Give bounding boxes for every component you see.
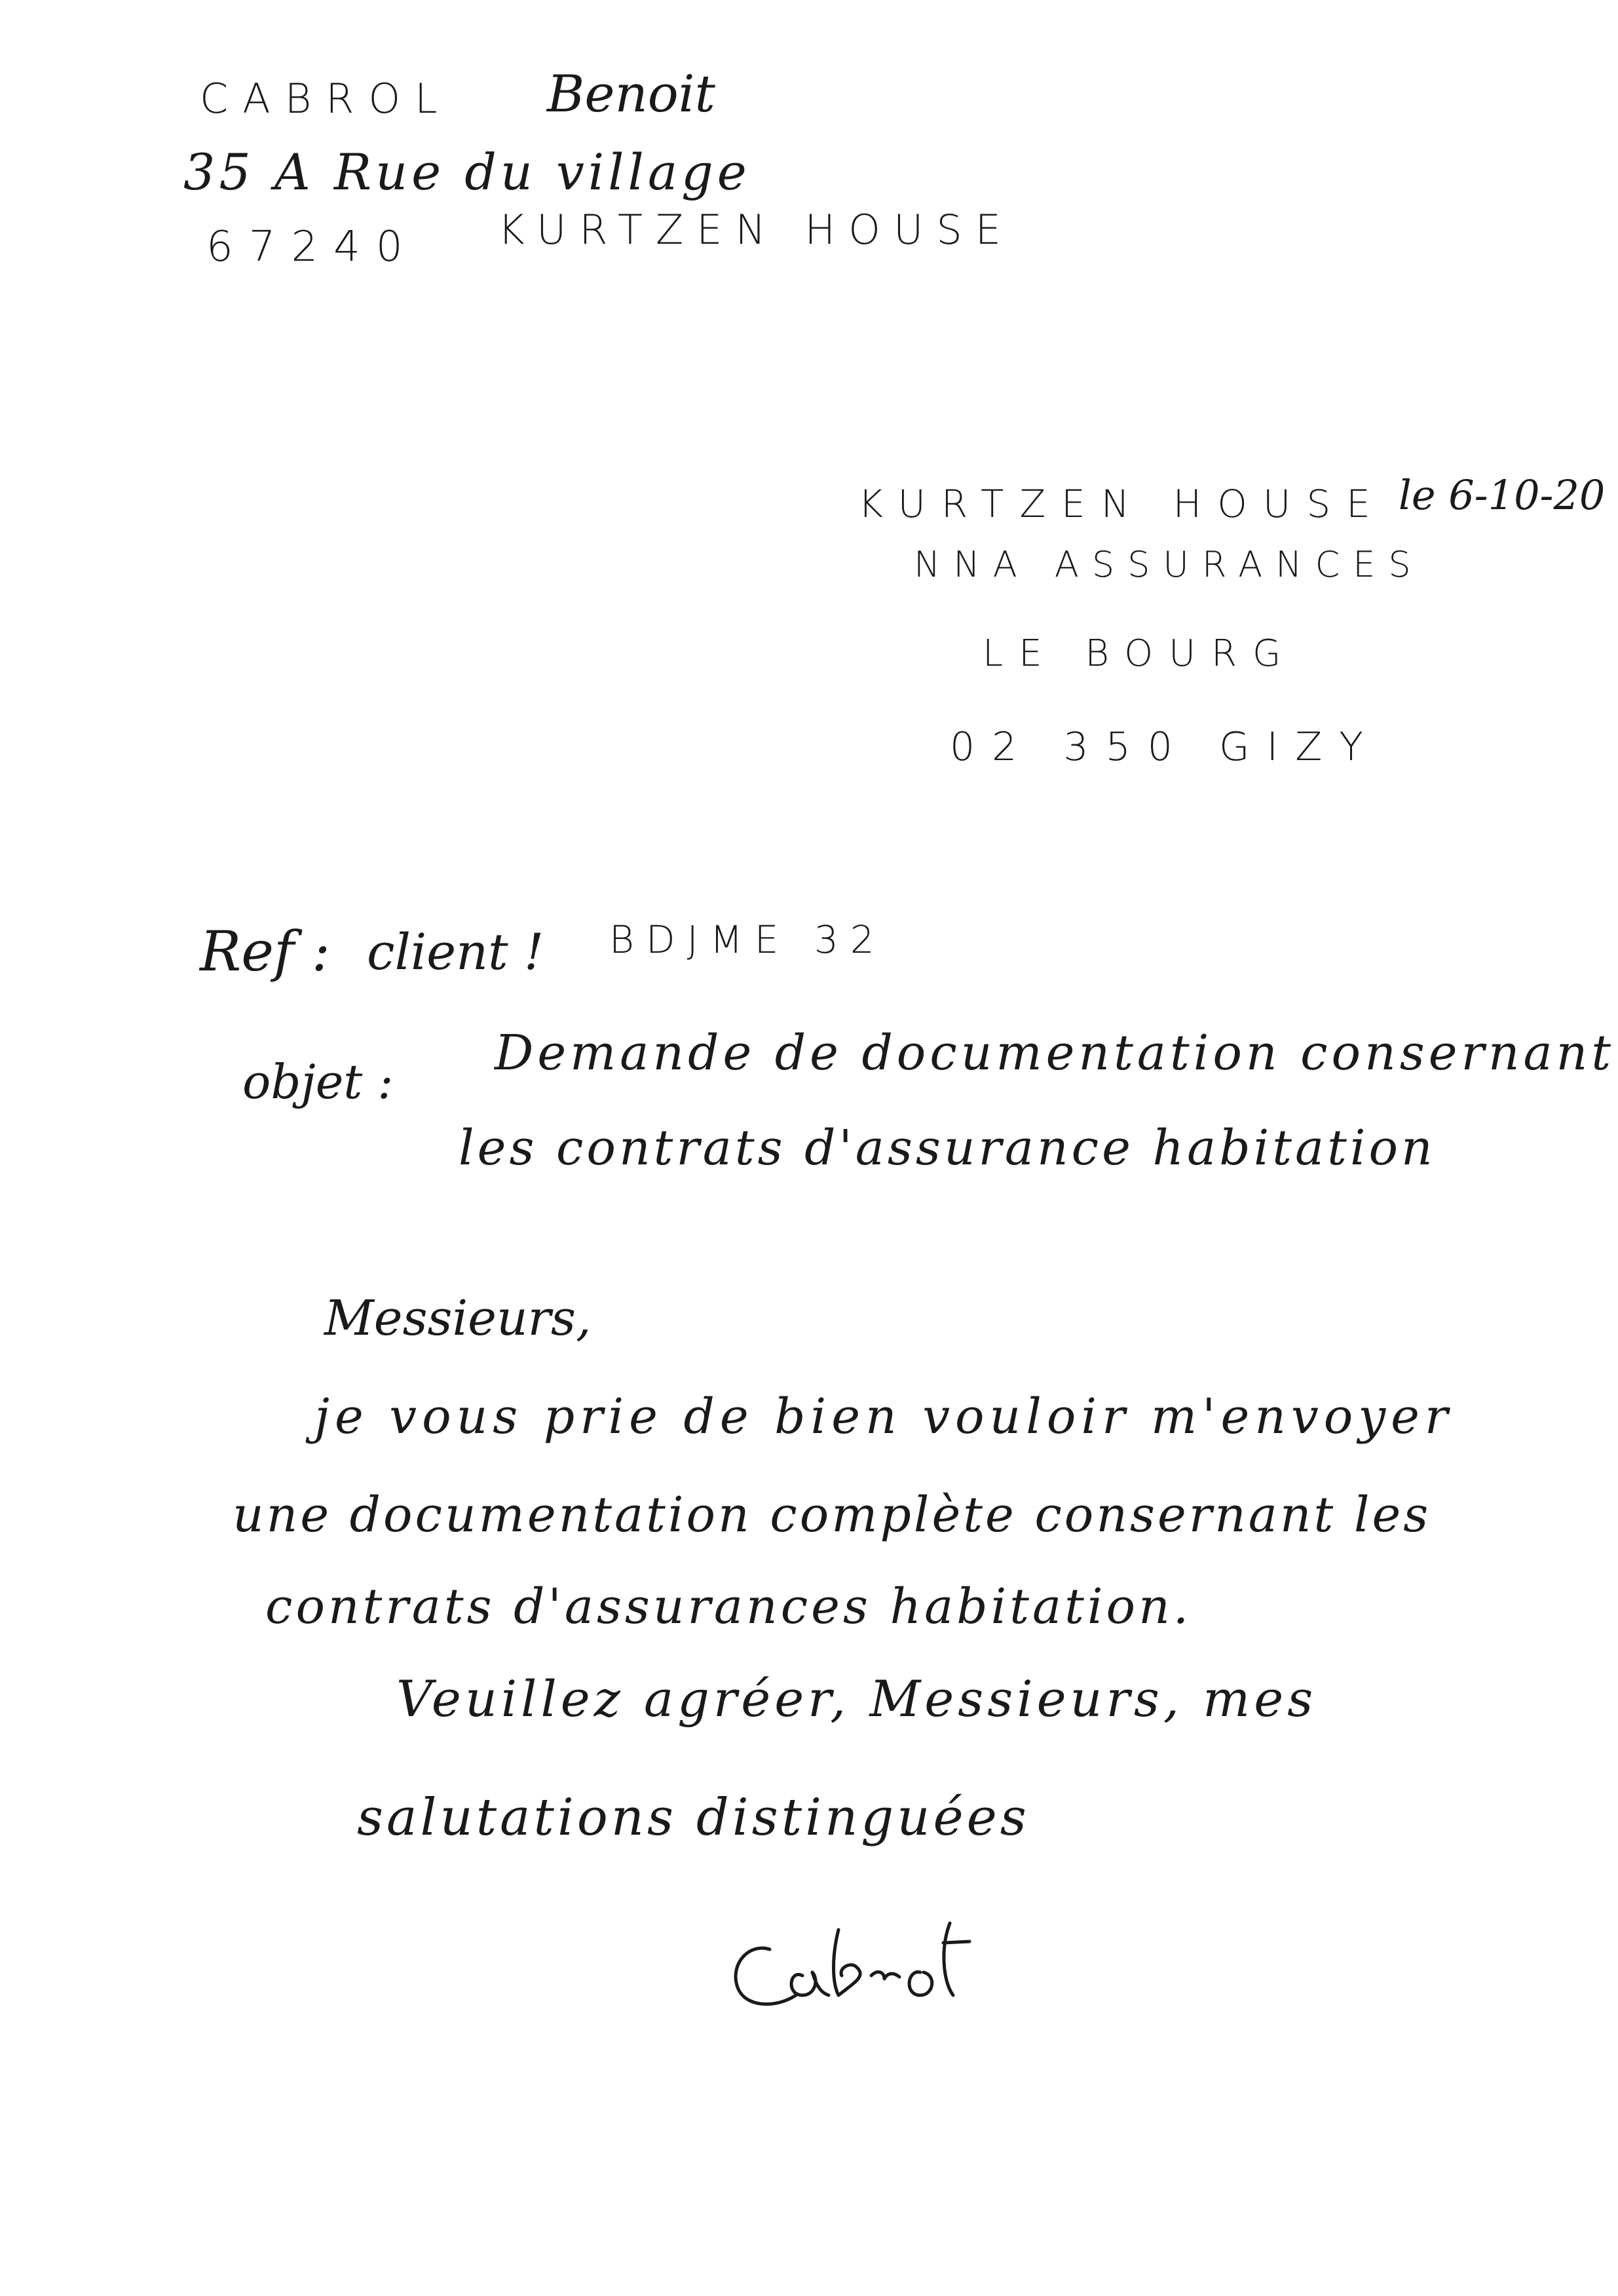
- subject-line-2: les contrats d'assurance habitation: [459, 1120, 1436, 1176]
- subject-label: objet :: [242, 1054, 394, 1109]
- sender-last-name: CABROL: [200, 75, 452, 123]
- reference-code: BDJME 32: [609, 917, 886, 962]
- sender-city: KURTZEN HOUSE: [498, 206, 1014, 254]
- date: le 6-10-20: [1399, 471, 1606, 519]
- sender-postal-code: 67240: [206, 223, 419, 271]
- body-line-2: une documentation complète consernant les: [233, 1487, 1431, 1543]
- body-line-3: contrats d'assurances habitation.: [265, 1578, 1192, 1635]
- reference-label: Ref :: [200, 919, 331, 984]
- sender-first-name: Benoit: [547, 65, 715, 124]
- recipient-company: NNA ASSURANCES: [914, 544, 1424, 585]
- salutation: Messieurs,: [324, 1290, 592, 1347]
- recipient-street: LE BOURG: [983, 632, 1297, 675]
- subject-line-1: Demande de documentation consernant: [495, 1025, 1615, 1081]
- recipient-postal-city: 02 350 GIZY: [950, 724, 1380, 770]
- sender-street: 35 A Rue du village: [183, 143, 751, 201]
- closing-line-1: Veuillez agréer, Messieurs, mes: [396, 1670, 1317, 1728]
- body-line-1: je vous prie de bien vouloir m'envoyer: [314, 1388, 1454, 1445]
- place: KURTZEN HOUSE: [858, 482, 1386, 526]
- closing-line-2: salutations distinguées: [357, 1788, 1030, 1847]
- signature: [724, 1904, 999, 2021]
- reference-text: client !: [367, 923, 544, 981]
